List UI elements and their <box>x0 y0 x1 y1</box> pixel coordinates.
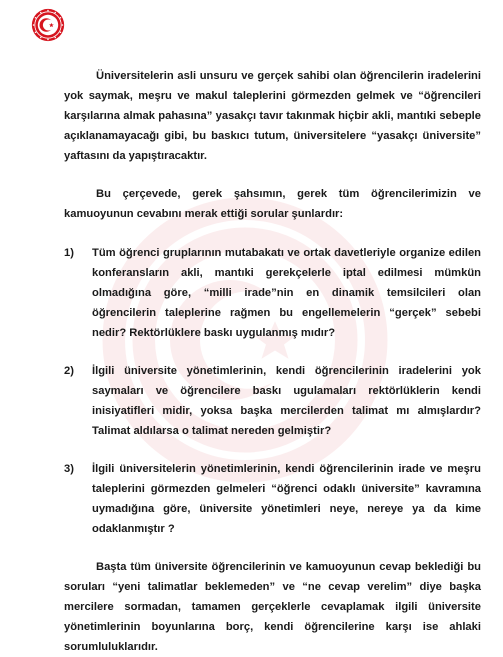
tbmm-emblem-icon <box>31 8 65 42</box>
closing-paragraph: Başta tüm üniversite öğrencilerinin ve kamuoyunun cevap beklediği bu soruları “yeni talimatlar beklemeden” ve “ne cevap verelim” diye başka mercilere sormadan, tamamen gerçeklerle cevaplamak ilgili üniversite yönetimlerinin boyunlarına borç, kendi öğrencilerine karşı ise ahlaki sorumluluklarıdır. <box>64 561 481 653</box>
intro-paragraph: Üniversitelerin asli unsuru ve gerçek sahibi olan öğrencilerin iradelerini yok saymak, meşru ve makul taleplerini görmezden gelmek ve “öğrencileri karşılarına almak pahasına” yasakçı tavır takınmak hiçbir akli, mantıki sebeple açıklanamayacağı gibi, bu baskıcı tutum, üniversitelere “yasakçı üniversite” yaftasını da yapıştıracaktır. <box>64 70 481 162</box>
questions-intro-paragraph: Bu çerçevede, gerek şahsımın, gerek tüm öğrencilerimizin ve kamuoyunun cevabını merak ettiği sorular şunlardır: <box>64 188 481 220</box>
questions-list <box>64 243 481 539</box>
question-text: İlgili üniversitelerin yönetimlerinin, kendi öğrencilerinin irade ve meşru taleplerini görmezden gelmeleri “öğrenci odaklı üniversite” kavramına uymadığına göre, üniversite yönetimleri neye, nereye ya da kime odaklanmıştır ? <box>92 463 481 535</box>
question-text: İlgili üniversite yönetimlerinin, kendi öğrencilerinin iradelerini yok saymaları ve öğrencilere baskı ugulamaları rektörlüklerin kendi inisiyatifleri midir, yoksa başka mercilerden talimat mı almışlardır? Talimat aldılarsa o talimat nereden gelmiştir? <box>92 365 481 437</box>
question-number: 2) <box>64 365 74 377</box>
question-item <box>64 361 481 441</box>
question-number: 3) <box>64 463 74 475</box>
question-item <box>64 243 481 343</box>
question-item <box>64 459 481 539</box>
question-number: 1) <box>64 247 74 259</box>
document-body <box>64 66 481 657</box>
question-text: Tüm öğrenci gruplarının mutabakatı ve ortak davetleriyle organize edilen konferansların akli, mantıki gerekçelerle iptal edilmesi mümkün olmadığına göre, “milli irade”nin en dinamik temsilcileri olan öğrencilerin taleplerine rağmen bu engellemelerin “gerçek” sebebi nedir? Rektörlüklere baskı uygulanmış mıdır? <box>92 247 481 339</box>
